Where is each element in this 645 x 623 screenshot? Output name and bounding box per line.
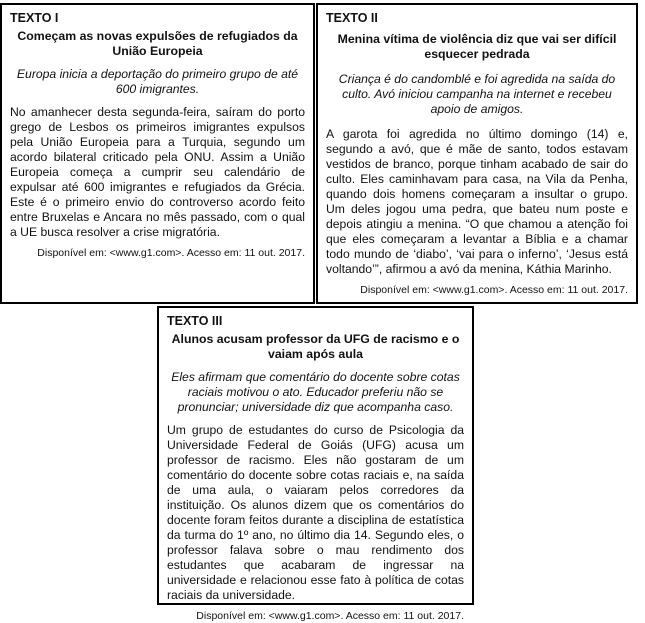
text-box-2 bbox=[316, 3, 638, 304]
article-body: No amanhecer desta segunda-feira, saíram do porto grego de Lesbos os primeiros imigrantes expulsos pela União Europeia para a Turquia, segundo um acordo bilateral criticado pela ONU. Assim a União Europeia começa a cumprir seu calendário de expulsar até 600 imigrantes e refugiados da Grécia. Este é o primeiro envio do controverso acordo feito entre Bruxelas e Ancara no mês passado, com o qual a UE busca resolver a crise migratória. bbox=[10, 105, 305, 239]
article-source: Disponível em: <www.g1.com>. Acesso em: 11 out. 2017. bbox=[37, 247, 305, 259]
article-headline: Menina vítima de violência diz que vai ser difícil esquecer pedrada bbox=[337, 32, 617, 61]
article-body: Um grupo de estudantes do curso de Psicologia da Universidade Federal de Goiás (UFG) acusa um professor de racismo. Eles não gostaram de um comentário do docente sobre cotas raciais e, na saída de uma aula, o vaiaram pelos corredores da instituição. Os alunos dizem que os comentários do docente foram feitos durante a disciplina de estatística da turma do 1º ano, no último dia 14. Segundo eles, o professor falava sobre o mau rendimento dos estudantes que acabaram de ingressar na universidade e relacionou esse fato à política de cotas raciais da universidade. bbox=[167, 423, 464, 602]
article-headline: Alunos acusam professor da UFG de racismo e o vaiam após aula bbox=[171, 332, 460, 361]
text-box-3 bbox=[157, 306, 474, 622]
article-source: Disponível em: <www.g1.com>. Acesso em: 11 out. 2017. bbox=[360, 284, 628, 296]
article-source: Disponível em: <www.g1.com>. Acesso em: 11 out. 2017. bbox=[196, 610, 464, 622]
text-box-1 bbox=[0, 3, 315, 304]
article-body: A garota foi agredida no último domingo (14) e, segundo a avó, que é mãe de santo, todos estavam vestidos de branco, porque tinham acabado de sair do culto. Eles caminhavam para casa, na Vila da Penha, quando dois homens começaram a insultar o grupo. Um deles jogou uma pedra, que bateu num poste e depois atingiu a menina. “O que chamou a atenção foi que eles começaram a levantar a Bíblia e a chamar todo mundo de ‘diabo’, ‘vai para o inferno’, ‘Jesus está voltando’”, afirmou a avó da menina, Káthia Marinho. bbox=[326, 127, 628, 276]
text-label: TEXTO II bbox=[326, 11, 378, 25]
article-headline: Começam as novas expulsões de refugiados da União Europeia bbox=[17, 29, 298, 58]
text-label: TEXTO I bbox=[10, 11, 59, 25]
article-subtitle: Eles afirmam que comentário do docente sobre cotas raciais motivou o ato. Educador preferiu não se pronunciar; universidade diz que acompanha caso. bbox=[171, 370, 460, 414]
article-subtitle: Criança é do candomblé e foi agredida na saída do culto. Avó iniciou campanha na internet e recebeu apoio de amigos. bbox=[338, 72, 616, 116]
text-label: TEXTO III bbox=[167, 314, 223, 328]
article-subtitle: Europa inicia a deportação do primeiro grupo de até 600 imigrantes. bbox=[16, 67, 299, 96]
